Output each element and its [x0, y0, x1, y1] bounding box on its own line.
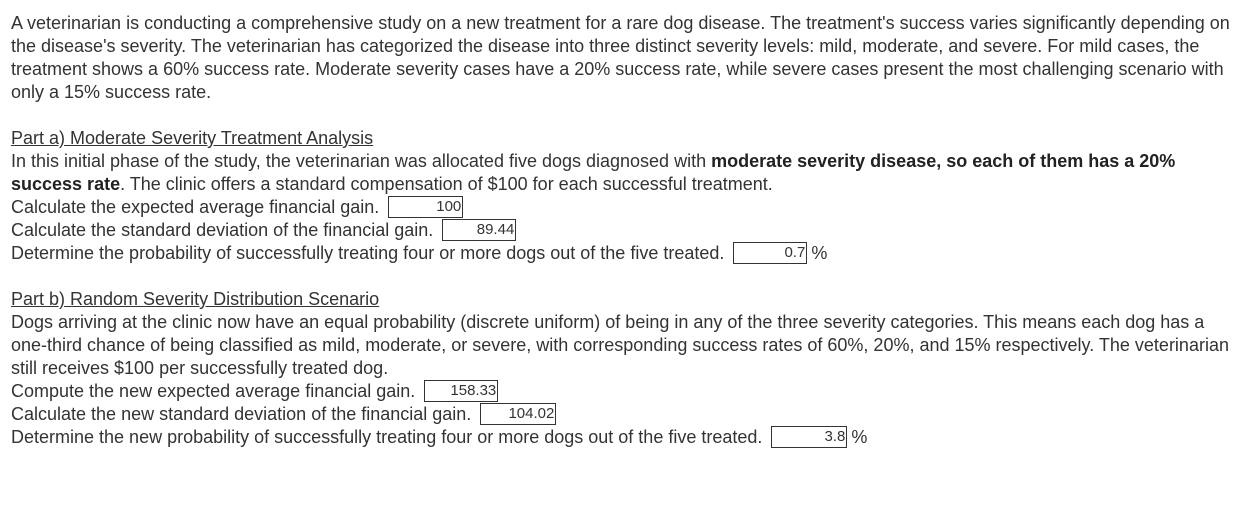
part-a-title: Part a) Moderate Severity Treatment Analysis	[11, 128, 374, 148]
problem-intro: A veterinarian is conducting a comprehensive study on a new treatment for a rare dog disease. The treatment's success varies significantly depending on the disease's severity. The veterinarian has categorized the disease into three distinct severity levels: mild, moderate, and severe. For mild cases, the treatment shows a 60% success rate. Moderate severity cases have a 20% success rate, while severe cases present the most challenging scenario with only a 15% success rate.	[11, 13, 1230, 102]
part-a-bold-text: moderate severity disease, so each of them has a 20% success rate	[11, 151, 1176, 194]
part-a	[11, 127, 1230, 265]
part-a-question-3	[11, 242, 1230, 265]
part-b-title: Part b) Random Severity Distribution Scenario	[11, 289, 380, 309]
part-b	[11, 288, 1230, 449]
part-b-q2-label: Calculate the new standard deviation of the financial gain.	[11, 404, 472, 424]
part-b-q1-answer-field[interactable]: 158.33	[424, 380, 498, 402]
part-b-q3-label: Determine the new probability of successfully treating four or more dogs out of the five treated.	[11, 427, 763, 447]
part-a-description	[11, 150, 1230, 196]
part-a-q1-label: Calculate the expected average financial gain.	[11, 197, 380, 217]
part-a-q3-unit: %	[811, 243, 828, 263]
part-a-q3-answer-field[interactable]: 0.7	[733, 242, 807, 264]
part-a-question-2	[11, 219, 1230, 242]
part-b-question-2	[11, 403, 1230, 426]
part-b-question-1	[11, 380, 1230, 403]
part-a-q1-answer-field[interactable]: 100	[388, 196, 463, 218]
part-a-text-after: . The clinic offers a standard compensation of $100 for each successful treatment.	[120, 174, 773, 194]
part-a-q3-label: Determine the probability of successfully treating four or more dogs out of the five treated.	[11, 243, 725, 263]
part-a-q2-label: Calculate the standard deviation of the financial gain.	[11, 220, 434, 240]
part-a-text-before: In this initial phase of the study, the veterinarian was allocated five dogs diagnosed with	[11, 151, 712, 171]
part-b-question-3	[11, 426, 1230, 449]
part-b-description: Dogs arriving at the clinic now have an equal probability (discrete uniform) of being in any of the three severity categories. This means each dog has a one-third chance of being classified as mild, moderate, or severe, with corresponding success rates of 60%, 20%, and 15% respectively. The veterinarian still receives $100 per successfully treated dog.	[11, 312, 1229, 378]
part-b-q1-label: Compute the new expected average financial gain.	[11, 381, 416, 401]
part-a-question-1	[11, 196, 1230, 219]
part-b-q3-answer-field[interactable]: 3.8	[771, 426, 847, 448]
part-b-q3-unit: %	[851, 427, 868, 447]
part-b-q2-answer-field[interactable]: 104.02	[480, 403, 556, 425]
part-a-q2-answer-field[interactable]: 89.44	[442, 219, 516, 241]
